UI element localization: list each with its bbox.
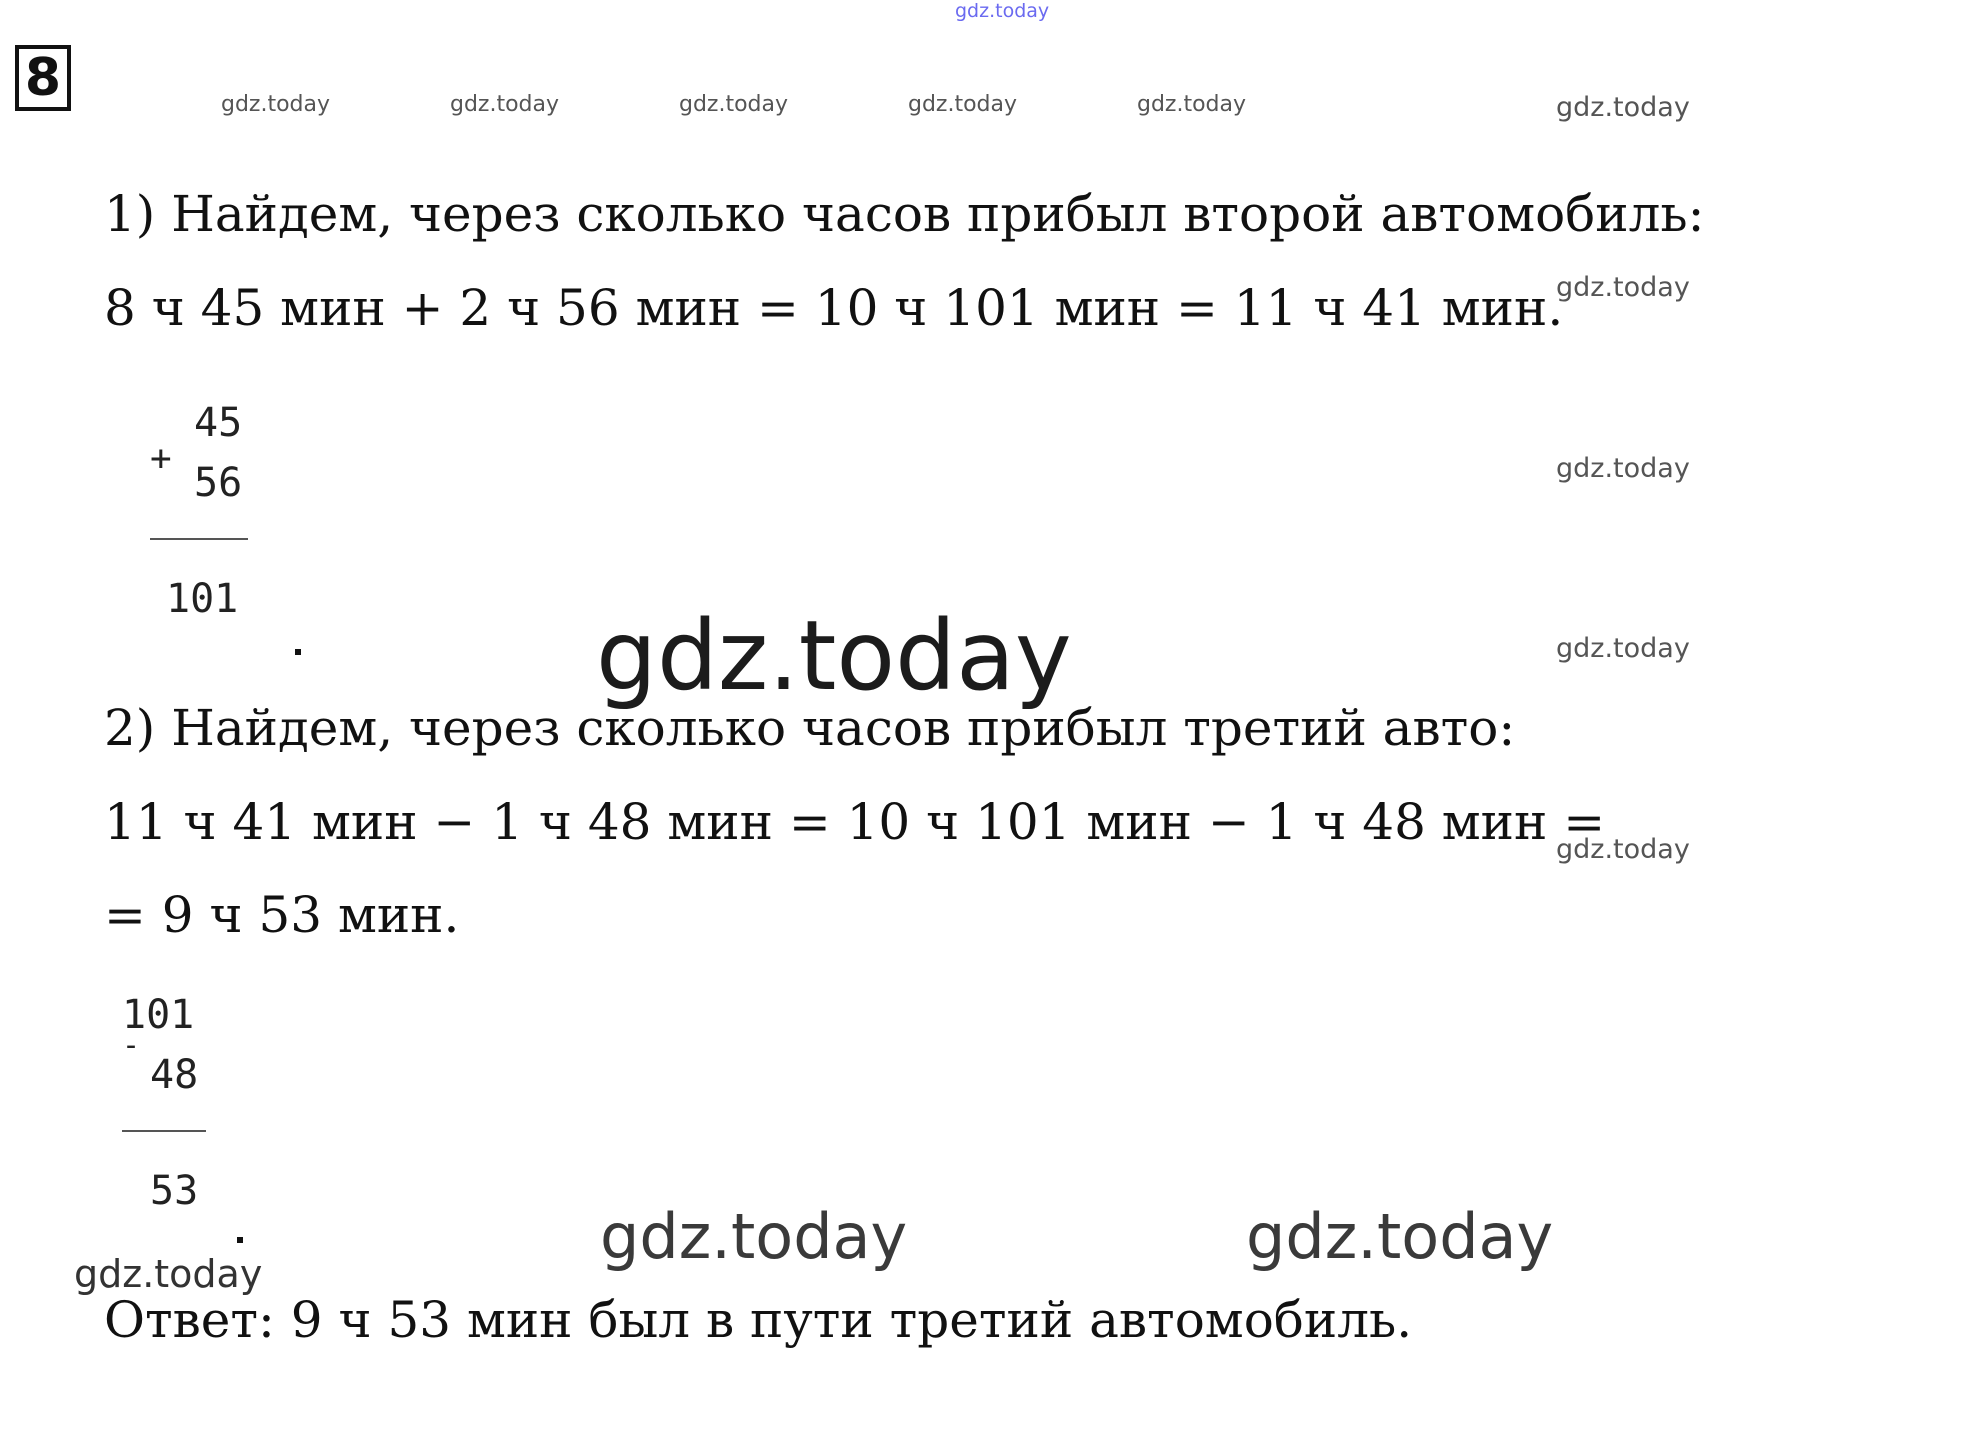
difference-rule [122, 1130, 206, 1132]
period-dot [295, 649, 301, 655]
watermark: gdz.today [1556, 633, 1690, 664]
watermark: gdz.today [908, 92, 1018, 117]
answer-line: Ответ: 9 ч 53 мин был в пути третий автомобиль. [104, 1291, 1413, 1349]
watermark: gdz.today [596, 600, 1072, 712]
minus-sign: - [122, 1028, 141, 1063]
watermark: gdz.today [74, 1252, 263, 1296]
step2-equation-line1: 11 ч 41 мин − 1 ч 48 мин = 10 ч 101 мин − 1 ч 48 мин = [104, 793, 1606, 851]
watermark: gdz.today [221, 92, 331, 117]
period-dot [237, 1237, 243, 1243]
watermark: gdz.today [1556, 834, 1690, 865]
watermark: gdz.today [450, 92, 560, 117]
step1-equation: 8 ч 45 мин + 2 ч 56 мин = 10 ч 101 мин = 11 ч 41 мин. [104, 279, 1564, 337]
addend-bottom: 56 [194, 460, 243, 506]
plus-sign: + [150, 438, 172, 479]
watermark: gdz.today [679, 92, 789, 117]
sum-rule [150, 538, 248, 540]
watermark: gdz.today [1246, 1200, 1554, 1273]
step2-equation-line2: = 9 ч 53 мин. [104, 886, 460, 944]
subtrahend: 48 [150, 1052, 199, 1098]
watermark: gdz.today [1137, 92, 1247, 117]
watermark: gdz.today [1556, 453, 1690, 484]
watermark: gdz.today [1556, 92, 1690, 123]
watermark: gdz.today [600, 1200, 908, 1273]
difference-result: 53 [150, 1168, 199, 1214]
step1-heading: 1) Найдем, через сколько часов прибыл второй автомобиль: [104, 185, 1705, 243]
step2-heading: 2) Найдем, через сколько часов прибыл третий авто: [104, 699, 1516, 757]
watermark: gdz.today [955, 0, 1050, 22]
watermark: gdz.today [1556, 272, 1690, 303]
sum-result: 101 [166, 576, 239, 622]
task-number: 8 [15, 45, 71, 111]
addend-top: 45 [194, 400, 243, 446]
minuend: 101 [122, 992, 195, 1038]
